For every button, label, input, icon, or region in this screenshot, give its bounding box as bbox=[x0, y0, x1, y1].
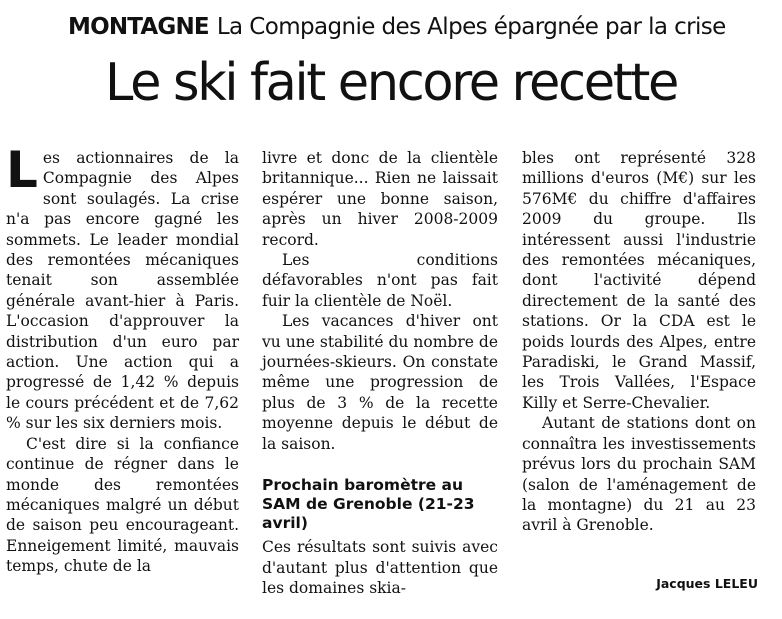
article-column-2 bbox=[262, 148, 498, 598]
paragraph: Ces résultats sont suivis avec d'autant plus d'attention que les domaines skia- bbox=[262, 538, 498, 597]
drop-cap: L bbox=[6, 141, 38, 199]
paragraph: C'est dire si la confiance continue de régner dans le monde des remontées mécaniques malgré un début de saison peu encourageant. Enneigement limité, mauvais temps, chute de la bbox=[6, 434, 239, 576]
headline: Le ski fait encore recette bbox=[105, 53, 677, 113]
paragraph: livre et donc de la clientèle britannique... Rien ne laissait espérer une bonne saison, après un hiver 2008-2009 record. bbox=[262, 149, 498, 249]
paragraph: Autant de stations dont on connaîtra les investissements prévus lors du prochain SAM (salon de l'aménagement de la montagne) du 21 au 23 avril à Grenoble. bbox=[522, 414, 756, 535]
subheading: Prochain baromètre au SAM de Grenoble (21-23 avril) bbox=[262, 476, 475, 533]
paragraph: Les conditions défavorables n'ont pas fait fuir la clientèle de Noël. bbox=[262, 251, 498, 310]
paragraph: Les vacances d'hiver ont vu une stabilité du nombre de journées-skieurs. On constate même une progression de plus de 3 % de la recette moyenne depuis le début de la saison. bbox=[262, 312, 498, 453]
article-column-1 bbox=[6, 141, 239, 577]
paragraph-text: es actionnaires de la Compagnie des Alpes sont soulagés. La crise n'a pas encore gagné les sommets. Le leader mondial des remontées mécaniques tenait son assemblée générale avant-hier à Paris. L'occasion d'approuver la distribution d'un euro par action. Une action qui a progressé de 1,42 % depuis le cours précédent et de 7,62 % sur les six derniers mois. bbox=[6, 149, 239, 433]
kicker-line bbox=[68, 12, 726, 42]
rubric-label: MONTAGNE bbox=[68, 14, 209, 40]
byline: Jacques LELEU bbox=[656, 576, 758, 591]
article-column-3 bbox=[522, 148, 756, 536]
paragraph: bles ont représenté 328 millions d'euros (M€) sur les 576M€ du chiffre d'affaires 2009 du groupe. Ils intéressent aussi l'industrie des remontées mécaniques, dont l'activité dépend directement de la santé des stations. Or la CDA est le poids lourds des Alpes, entre Paradiski, le Grand Massif, les Trois Vallées, l'Espace Killy et Serre-Chevalier. bbox=[522, 149, 756, 412]
kicker-text: La Compagnie des Alpes épargnée par la crise bbox=[216, 14, 726, 40]
paragraph bbox=[6, 141, 239, 434]
